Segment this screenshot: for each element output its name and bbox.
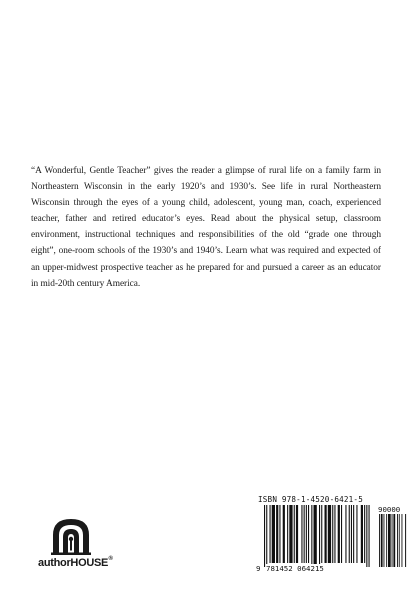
- barcode-bar: [349, 505, 350, 563]
- trademark-symbol: ®: [108, 556, 113, 562]
- barcode-bar: [334, 505, 335, 563]
- publisher-name: authorHOUSE: [38, 557, 109, 569]
- barcode-addon-bar: [405, 514, 406, 567]
- barcode-digits: 781452 064215: [266, 564, 324, 573]
- price-code: 90000: [378, 505, 401, 514]
- barcode-bar: [351, 505, 352, 563]
- barcode-bar: [304, 505, 305, 563]
- barcode-addon-bar: [399, 514, 400, 567]
- barcode-addon-bar: [379, 514, 380, 567]
- barcode-bar: [366, 505, 367, 567]
- publisher-logo: [38, 517, 113, 573]
- barcode-bar: [338, 505, 340, 563]
- barcode-bar: [353, 505, 354, 563]
- barcode-addon-bar: [388, 514, 391, 567]
- barcode-addon-bar: [386, 514, 387, 567]
- barcode-bar: [306, 505, 307, 563]
- barcode-icon: [255, 505, 407, 573]
- barcode-bar: [296, 505, 298, 563]
- barcode-addon-bar: [384, 514, 385, 567]
- barcode-addon-bar: [381, 514, 383, 567]
- barcode-bar: [328, 505, 331, 563]
- barcode-bar: [276, 505, 278, 563]
- barcode-bar: [311, 505, 312, 567]
- isbn-label: ISBN 978-1-4520-6421-5: [258, 495, 363, 504]
- barcode-bar: [279, 505, 280, 563]
- barcode-bar: [325, 505, 327, 563]
- barcode-addon-bar: [392, 514, 393, 567]
- barcode-bar: [264, 505, 265, 567]
- publisher-wordmark: [38, 557, 113, 569]
- barcode-bar: [364, 505, 365, 563]
- barcode-bar: [308, 505, 309, 563]
- barcode-lead-digit: 9: [256, 564, 261, 573]
- barcode-bar: [321, 505, 322, 563]
- barcode-bar: [266, 505, 267, 567]
- back-cover-blurb: “A Wonderful, Gentle Teacher” gives the reader a glimpse of rural life on a family farm in Northeastern Wisconsin in the early 1920’s and 1930’s. See life in rural Northeastern Wisconsin through the eyes of a young child, adolescent, young man, coach, experienced teacher, father and retired educator’s eyes. Read about the physical setup, classroom environment, instructional techniques and responsibilities of the old “grade one through eight”, one-room schools of the 1930’s and 1940’s. Learn what was required and expected of an upper-midwest prospective teacher as he prepared for and pursued a career as an educator in mid-20th century America.: [31, 166, 381, 289]
- barcode-bar: [283, 505, 285, 563]
- barcode-bar: [301, 505, 302, 563]
- barcode-bar: [369, 505, 370, 567]
- barcode-addon-bar: [393, 514, 395, 567]
- barcode-bar: [287, 505, 288, 563]
- barcode-addon-bar: [397, 514, 398, 567]
- authorhouse-logo-icon: [51, 517, 91, 555]
- barcode-addon-bar: [402, 514, 403, 567]
- isbn-barcode: [255, 495, 407, 574]
- barcode-bar: [270, 505, 271, 563]
- barcode-bar: [356, 505, 357, 563]
- barcode-bar: [272, 505, 275, 563]
- barcode-bar: [341, 505, 342, 563]
- barcode-bar: [294, 505, 295, 563]
- barcode-bar: [345, 505, 346, 563]
- barcode-bar: [332, 505, 333, 563]
- barcode-bar: [361, 505, 363, 563]
- barcode-bar: [319, 505, 320, 567]
- barcode-bar: [314, 505, 317, 567]
- barcode-bar: [289, 505, 292, 563]
